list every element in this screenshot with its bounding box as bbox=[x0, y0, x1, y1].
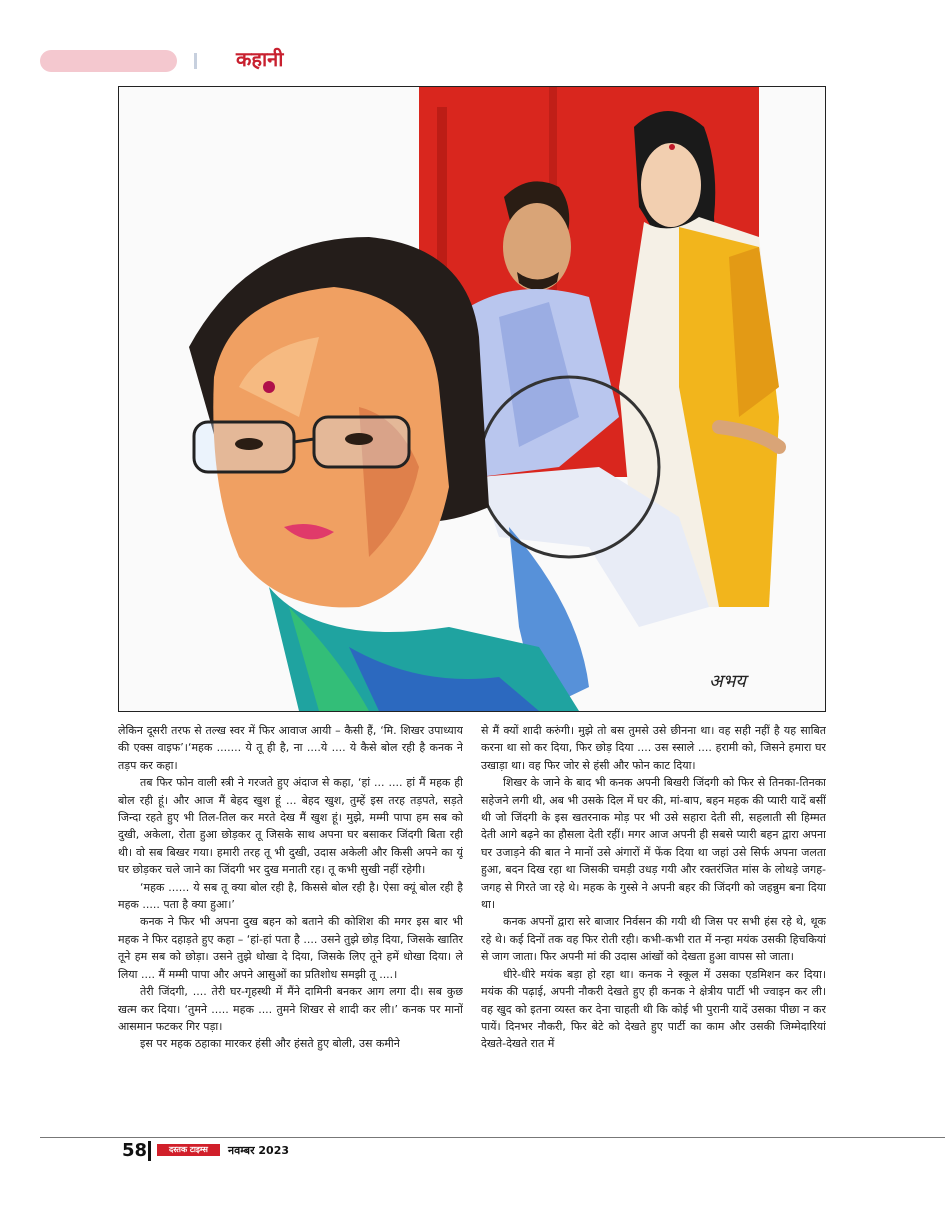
magazine-logo: दस्तक टाइम्स bbox=[157, 1144, 220, 1156]
paragraph: तब फिर फोन वाली स्त्री ने गरजते हुए अंदाज से कहा, ‘हां ... .... हां मैं महक ही बोल रही हूं। और आज मैं बेहद खुश हूं ... बेहद खुश, तुम्हें इस तरह तड़पते, सड़ते जिन्दा रहते हुए भी तिल-तिल कर मरते देख मैं खुश हूं। मुझे, मम्मी पापा हम सब को दुखी, अकेला, रोता हुआ छोड़कर तू जिसके साथ अपना घर बसाकर जिंदगी बिता रही थी। वो सब बिखर गया। हमारी तरह तू भी दुखी, उदास अकेली और किसी अपने का यूं घर छोड़कर चले जाने का जिंदगी भर दुख मनाती रह। तू कभी सुखी नहीं रहेगी। bbox=[118, 776, 463, 877]
section-tag-pill bbox=[40, 50, 177, 72]
footer-rule bbox=[40, 1137, 945, 1138]
paragraph: धीरे-धीरे मयंक बड़ा हो रहा था। कनक ने स्कूल में उसका एडमिशन कर दिया। मयंक की पढ़ाई, अपनी नौकरी देखते हुए ही कनक ने क्षेत्रीय पार्टी भी ज्वाइन कर ली। वह खुद को इतना व्यस्त कर देना चाहती थी कि कोई भी पुरानी यादें उसका पीछा न कर पायें। दिनभर नौकरी, फिर बेटे को देखते हुए पार्टी का काम और उसकी जिम्मेदारियां देखते-देखते रात में bbox=[481, 967, 826, 1051]
paragraph: लेकिन दूसरी तरफ से तल्ख स्वर में फिर आवाज आयी – कैसी हैं, ‘मि. शिखर उपाध्याय की एक्स वाइफ’।‘महक ....... ये तू ही है, ना ....ये .... ये कैसे बोल रही है कनक ने तड़प कर कहा। bbox=[118, 724, 463, 772]
paragraph: तेरी जिंदगी, .... तेरी घर-गृहस्थी में मैंने दामिनी बनकर आग लगा दी। सब कुछ खत्म कर दिया। ‘तुमने ..... महक .... तुमने शिखर से शादी कर ली।’ कनक पर मानों आसमान फटकर गिर पड़ा। bbox=[118, 985, 463, 1033]
page-number: 58 bbox=[122, 1140, 148, 1161]
issue-date: नवम्बर 2023 bbox=[228, 1144, 290, 1157]
paragraph: से मैं क्यों शादी करुंगी। मुझे तो बस तुमसे उसे छीनना था। वह सही नहीं है यह साबित करना था सो कर दिया, फिर छोड़ दिया .... उस स्साले .... हरामी को, जिसने हमारा घर उखाड़ा था। वह फिर जोर से हंसी और फोन काट दिया। bbox=[481, 724, 826, 772]
illustration-art bbox=[119, 87, 825, 711]
paragraph: कनक ने फिर भी अपना दुख बहन को बताने की कोशिश की मगर इस बार भी महक ने फिर दहाड़ते हुए कहा – ‘हां-हां पता है .... उसने तुझे छोड़ दिया, जिसके खातिर तूने हम सब को छोड़ा। उसने तुझे धोखा दे दिया, जिसके लिए तूने हमें धोखा दिया। ले लिया .... मैं मम्मी पापा और अपने आसुओं का प्रतिशोध समझी तू ....। bbox=[118, 915, 463, 981]
story-illustration bbox=[118, 86, 826, 712]
paragraph: शिखर के जाने के बाद भी कनक अपनी बिखरी जिंदगी को फिर से तिनका-तिनका सहेजने लगी थी, अब भी उसके दिल में घर की, मां-बाप, बहन महक की प्यारी यादें बसीं थी जो जिंदगी के इस खतरनाक मोड़ पर भी उसे सहारा देती सी, सहलाती सी हिम्मत देती आगे बढ़ने का हौसला देती रहीं। मगर आज अपनी ही सबसे प्यारी बहन द्वारा अपना घर उजाड़ने की बात ने मानों उसे अंगारों में फेंक दिया था जहां उसे सिर्फ अपना जलता हुआ, बदन दिख रहा था जिसकी चमड़ी उधड़ गयी और रक्तरंजित मांस के लोथड़े जगह-जगह से गिरते जा रहे थे। महक के गुस्से ने अपनी बहर की जिंदगी को जहन्नुम बना दिया था। bbox=[481, 776, 826, 912]
article-column-right bbox=[481, 722, 826, 1130]
paragraph: ‘महक ...... ये सब तू क्या बोल रही है, किससे बोल रही है। ऐसा क्यूं बोल रही है महक ..... पता है क्या हुआ।’ bbox=[118, 880, 463, 912]
artist-signature: अभय bbox=[709, 671, 746, 692]
footer-divider bbox=[148, 1141, 151, 1161]
article-column-left bbox=[118, 722, 463, 1130]
section-title: कहानी bbox=[236, 47, 284, 71]
section-divider bbox=[194, 53, 197, 69]
paragraph: इस पर महक ठहाका मारकर हंसी और हंसते हुए बोली, उस कमीने bbox=[140, 1037, 400, 1051]
paragraph: कनक अपनों द्वारा सरे बाजार निर्वसन की गयी थी जिस पर सभी हंस रहे थे, थूक रहे थे। कई दिनों तक वह फिर रोती रही। कभी-कभी रात में नन्हा मयंक उसकी हिचकियां से जाग जाता। फिर अपनी मां की उदास आंखों को देखता हुआ वापस सो जाता। bbox=[481, 915, 826, 964]
